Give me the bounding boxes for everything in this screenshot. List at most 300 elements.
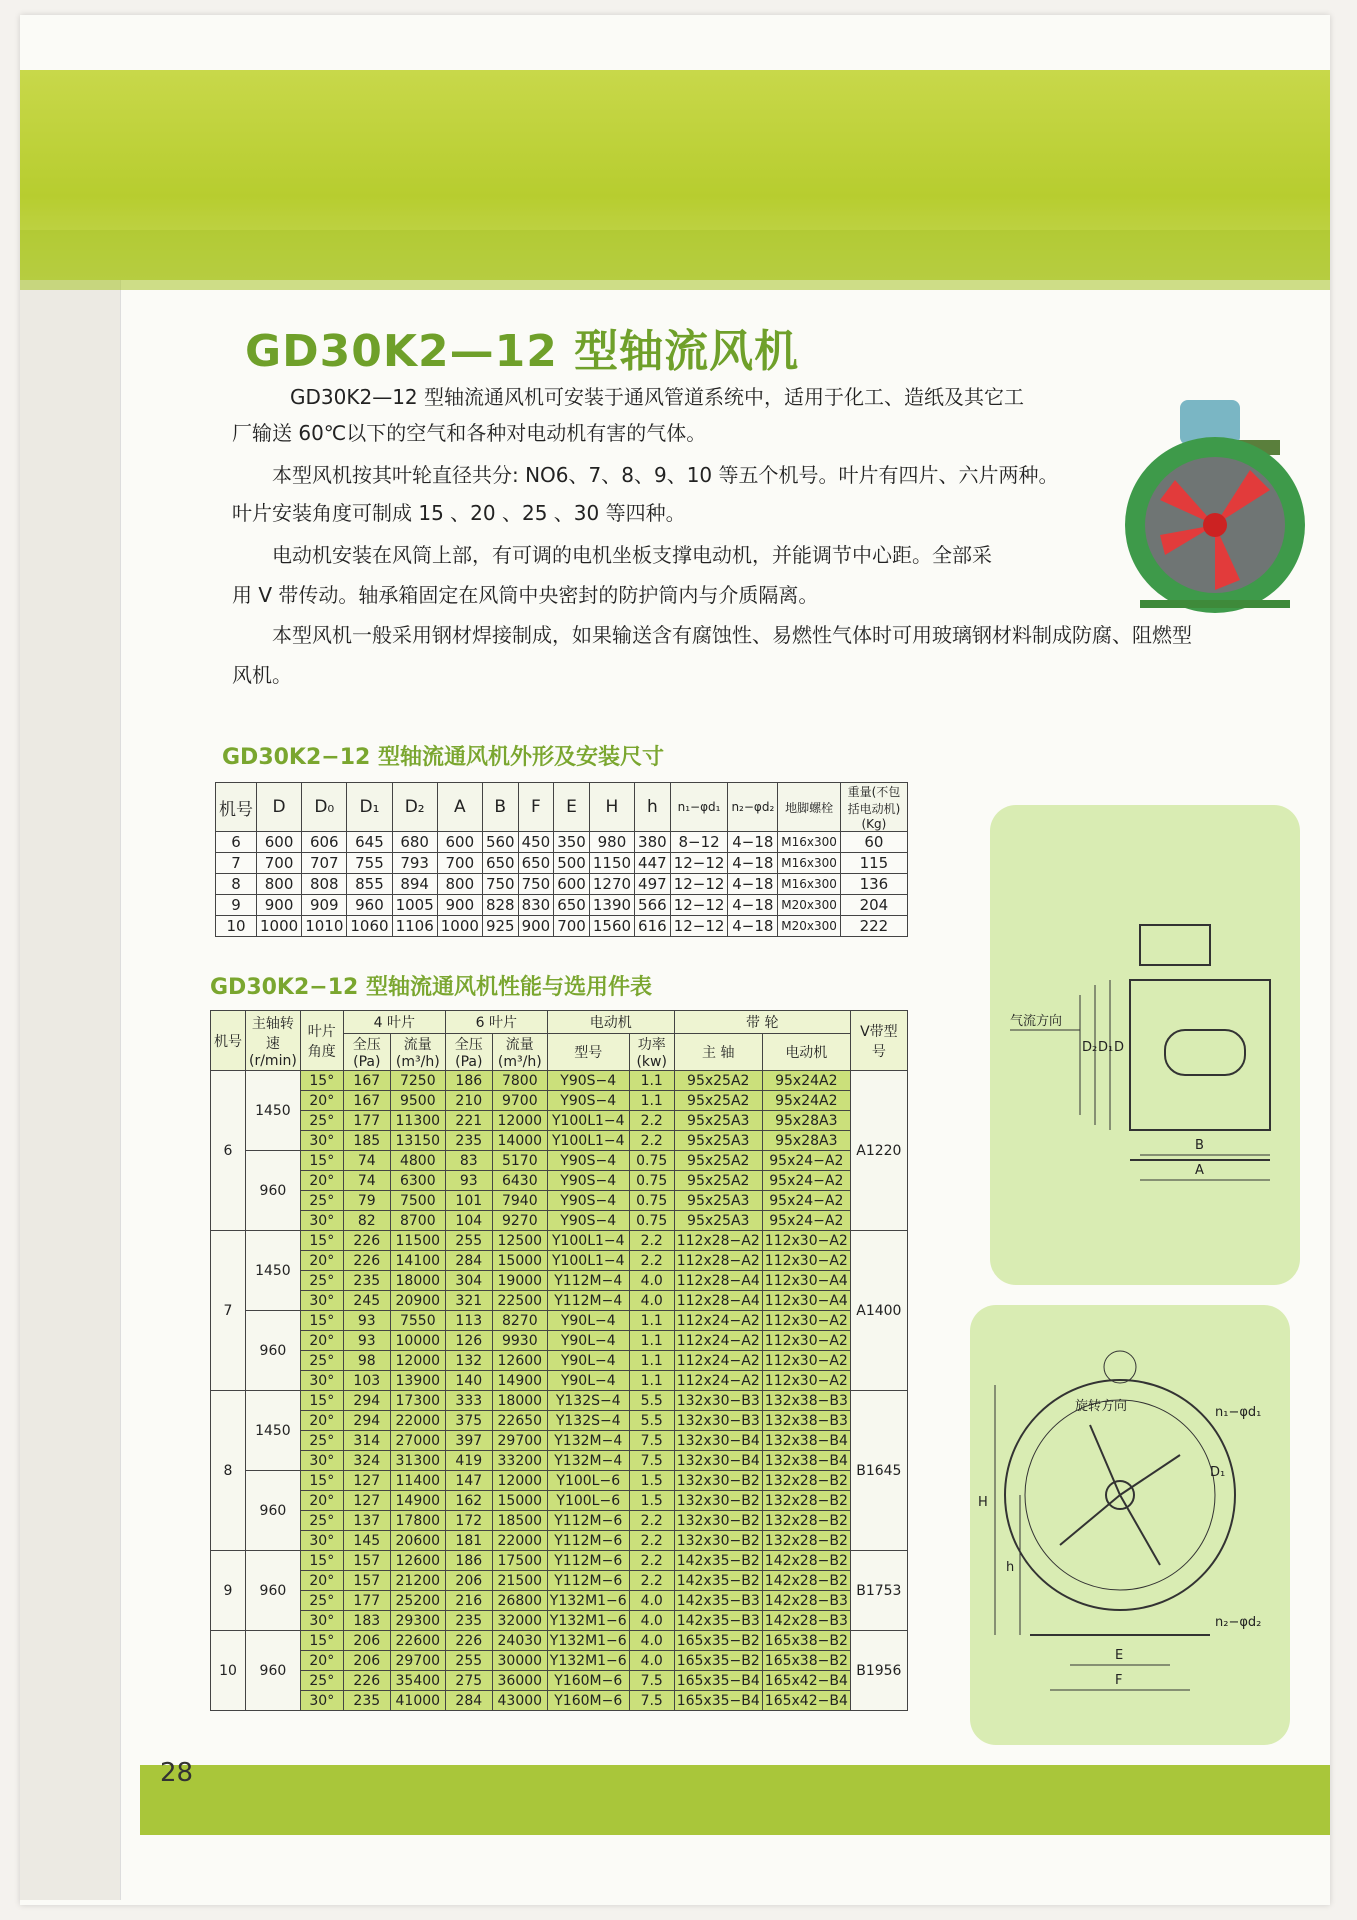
perf-cell: 104 [445, 1211, 492, 1231]
perf-cell: 4.0 [629, 1631, 674, 1651]
intro-line-7: 本型风机一般采用钢材焊接制成，如果输送含有腐蚀性、易燃性气体时可用玻璃钢材料制成防腐、阻燃型 [272, 623, 1192, 647]
perf-cell: 9930 [492, 1331, 547, 1351]
perf-cell: 31300 [390, 1451, 445, 1471]
col-motor-power: 功率(kw) [629, 1034, 674, 1071]
perf-cell: 127 [343, 1491, 390, 1511]
perf-cell: Y112M−4 [547, 1271, 629, 1291]
col-six-blade: 6 叶片 [445, 1011, 547, 1034]
perf-cell: 112x28−A4 [674, 1291, 762, 1311]
perf-cell: 206 [343, 1631, 390, 1651]
perf-speed: 1450 [246, 1231, 301, 1311]
perf-cell: 36000 [492, 1671, 547, 1691]
perf-cell: 17800 [390, 1511, 445, 1531]
dim-cell: 12−12 [670, 853, 728, 874]
dim-cell: 600 [257, 832, 302, 853]
perf-cell: 145 [343, 1531, 390, 1551]
perf-cell: 147 [445, 1471, 492, 1491]
perf-cell: 15° [300, 1151, 343, 1171]
dim-header-2: D₀ [302, 783, 347, 832]
perf-cell: 294 [343, 1411, 390, 1431]
perf-cell: 29300 [390, 1611, 445, 1631]
dim-cell: 707 [302, 853, 347, 874]
perf-cell: 25200 [390, 1591, 445, 1611]
dim-cell: 650 [482, 853, 518, 874]
perf-cell: 226 [343, 1231, 390, 1251]
perf-cell: 165x35−B4 [674, 1691, 762, 1711]
perf-cell: 95x25A2 [674, 1091, 762, 1111]
perf-cell: 17500 [492, 1551, 547, 1571]
perf-cell: 0.75 [629, 1191, 674, 1211]
dim-header-7: F [518, 783, 554, 832]
perf-cell: 95x28A3 [762, 1111, 850, 1131]
fan-photo [1120, 400, 1330, 620]
dim-cell: 4−18 [728, 832, 778, 853]
perf-cell: 12000 [492, 1111, 547, 1131]
perf-cell: 255 [445, 1651, 492, 1671]
perf-cell: 6300 [390, 1171, 445, 1191]
dim-cell: 700 [554, 916, 590, 937]
col-flow-4: 流量(m³/h) [390, 1034, 445, 1071]
perf-cell: 1.1 [629, 1371, 674, 1391]
perf-cell: 20° [300, 1651, 343, 1671]
perf-cell: 95x25A3 [674, 1111, 762, 1131]
col-four-blade: 4 叶片 [343, 1011, 445, 1034]
perf-cell: 82 [343, 1211, 390, 1231]
perf-cell: Y132M−4 [547, 1451, 629, 1471]
perf-cell: 25° [300, 1351, 343, 1371]
perf-cell: Y132M−4 [547, 1431, 629, 1451]
perf-row [211, 1491, 908, 1511]
col-angle: 叶片角度 [300, 1011, 343, 1071]
perf-cell: 2.2 [629, 1131, 674, 1151]
perf-cell: 1.5 [629, 1491, 674, 1511]
perf-speed: 960 [246, 1631, 301, 1711]
perf-row [211, 1071, 908, 1091]
perf-cell: 4.0 [629, 1591, 674, 1611]
perf-cell: 30° [300, 1291, 343, 1311]
perf-row [211, 1151, 908, 1171]
perf-cell: 4.0 [629, 1291, 674, 1311]
dim-cell: 900 [518, 916, 554, 937]
perf-cell: 41000 [390, 1691, 445, 1711]
perf-cell: Y132M1−6 [547, 1631, 629, 1651]
perf-cell: Y112M−6 [547, 1531, 629, 1551]
intro-line-5: 电动机安装在风筒上部，有可调的电机坐板支撑电动机，并能调节中心距。全部采 [272, 543, 992, 567]
dim-header-6: B [482, 783, 518, 832]
dimension-table-title: GD30K2−12 型轴流通风机外形及安装尺寸 [222, 745, 664, 770]
perf-cell: 14100 [390, 1251, 445, 1271]
perf-cell: 15000 [492, 1251, 547, 1271]
perf-cell: Y132M1−6 [547, 1591, 629, 1611]
perf-row [211, 1511, 908, 1531]
perf-cell: 235 [343, 1271, 390, 1291]
perf-cell: 4.0 [629, 1271, 674, 1291]
n2-label: n₂−φd₂ [1215, 1615, 1262, 1630]
dim-header-8: E [554, 783, 590, 832]
perf-cell: Y100L1−4 [547, 1111, 629, 1131]
dim-cell: 497 [635, 874, 671, 895]
perf-row [211, 1171, 908, 1191]
dim-cell: 900 [257, 895, 302, 916]
dim-cell: 222 [840, 916, 907, 937]
perf-cell: 12000 [390, 1351, 445, 1371]
perf-cell: Y112M−4 [547, 1291, 629, 1311]
dim-cell: 960 [347, 895, 392, 916]
perf-cell: 79 [343, 1191, 390, 1211]
dim-cell: 4−18 [728, 895, 778, 916]
perf-row [211, 1251, 908, 1271]
dim-cell: 6 [216, 832, 257, 853]
dim-cell: 8−12 [670, 832, 728, 853]
dim-cell: 755 [347, 853, 392, 874]
perf-cell: 25° [300, 1191, 343, 1211]
dim-cell: 645 [347, 832, 392, 853]
dim-cell: 1005 [392, 895, 437, 916]
perf-cell: 2.2 [629, 1251, 674, 1271]
dim-cell: 830 [518, 895, 554, 916]
col-motor: 电动机 [547, 1011, 674, 1034]
perf-cell: 112x30−A2 [762, 1231, 850, 1251]
perf-cell: 165x38−B2 [762, 1651, 850, 1671]
perf-cell: 226 [343, 1671, 390, 1691]
perf-row [211, 1411, 908, 1431]
perf-cell: 14900 [492, 1371, 547, 1391]
intro-line-3: 本型风机按其叶轮直径共分: NO6、7、8、9、10 等五个机号。叶片有四片、六片两种。 [272, 463, 1059, 487]
perf-cell: 93 [445, 1171, 492, 1191]
perf-cell: 2.2 [629, 1551, 674, 1571]
perf-cell: 165x42−B4 [762, 1671, 850, 1691]
perf-cell: 142x28−B2 [762, 1571, 850, 1591]
perf-cell: Y100L−6 [547, 1471, 629, 1491]
dim-cell: 136 [840, 874, 907, 895]
perf-cell: 112x30−A4 [762, 1271, 850, 1291]
dim-header-9: H [589, 783, 634, 832]
dim-cell: 909 [302, 895, 347, 916]
dim-cell: 1270 [589, 874, 634, 895]
perf-cell: 30° [300, 1131, 343, 1151]
perf-speed: 1450 [246, 1391, 301, 1471]
perf-cell: 112x30−A2 [762, 1311, 850, 1331]
perf-cell: 221 [445, 1111, 492, 1131]
dim-cell: 1060 [347, 916, 392, 937]
perf-cell: 132x28−B2 [762, 1471, 850, 1491]
perf-cell: 132x30−B2 [674, 1531, 762, 1551]
dim-row [216, 895, 908, 916]
perf-cell: 172 [445, 1511, 492, 1531]
intro-line-1: GD30K2—12 型轴流通风机可安装于通风管道系统中，适用于化工、造纸及其它工 [290, 385, 1024, 409]
perf-cell: Y90S−4 [547, 1151, 629, 1171]
perf-row [211, 1091, 908, 1111]
perf-cell: 15° [300, 1231, 343, 1251]
perf-cell: 132x30−B2 [674, 1491, 762, 1511]
dim-header-12: n₂−φd₂ [728, 783, 778, 832]
perf-cell: 95x25A3 [674, 1131, 762, 1151]
perf-cell: 5170 [492, 1151, 547, 1171]
header-band-shade [20, 230, 1330, 290]
performance-table-title: GD30K2−12 型轴流通风机性能与选用件表 [210, 975, 652, 1000]
perf-cell: 226 [343, 1251, 390, 1271]
dim-cell: 9 [216, 895, 257, 916]
perf-cell: 245 [343, 1291, 390, 1311]
dim-cell: 1010 [302, 916, 347, 937]
perf-cell: 20° [300, 1171, 343, 1191]
perf-cell: 165x38−B2 [762, 1631, 850, 1651]
perf-cell: 30° [300, 1371, 343, 1391]
perf-speed: 1450 [246, 1071, 301, 1151]
perf-cell: 18500 [492, 1511, 547, 1531]
dim-cell: 925 [482, 916, 518, 937]
perf-cell: Y90L−4 [547, 1311, 629, 1331]
dim-cell: 650 [518, 853, 554, 874]
perf-cell: Y90S−4 [547, 1191, 629, 1211]
perf-cell: 12600 [390, 1551, 445, 1571]
perf-cell: 2.2 [629, 1231, 674, 1251]
perf-cell: 17300 [390, 1391, 445, 1411]
perf-cell: 127 [343, 1471, 390, 1491]
dim-header-13: 地脚螺栓 [778, 783, 841, 832]
perf-row [211, 1531, 908, 1551]
perf-cell: 12600 [492, 1351, 547, 1371]
col-no: 机号 [211, 1011, 246, 1071]
dim-cell: 1390 [589, 895, 634, 916]
perf-cell: 165x35−B2 [674, 1651, 762, 1671]
dim-header-5: A [437, 783, 482, 832]
perf-cell: 26800 [492, 1591, 547, 1611]
perf-cell: 6430 [492, 1171, 547, 1191]
perf-cell: Y90L−4 [547, 1351, 629, 1371]
d-label: D [1114, 1040, 1125, 1055]
dim-cell: 115 [840, 853, 907, 874]
perf-cell: 142x35−B2 [674, 1571, 762, 1591]
dim-cell: 450 [518, 832, 554, 853]
perf-cell: 43000 [492, 1691, 547, 1711]
dim-row [216, 874, 908, 895]
b-label: B [1195, 1138, 1204, 1153]
perf-cell: 25° [300, 1671, 343, 1691]
perf-row [211, 1571, 908, 1591]
dim-cell: 650 [554, 895, 590, 916]
perf-cell: 9700 [492, 1091, 547, 1111]
dim-cell: 750 [518, 874, 554, 895]
perf-cell: 167 [343, 1071, 390, 1091]
perf-cell: Y90S−4 [547, 1171, 629, 1191]
perf-cell: 7500 [390, 1191, 445, 1211]
dim-cell: 12−12 [670, 874, 728, 895]
dim-cell: 12−12 [670, 916, 728, 937]
perf-cell: 284 [445, 1691, 492, 1711]
perf-cell: 185 [343, 1131, 390, 1151]
perf-cell: 226 [445, 1631, 492, 1651]
f-label: F [1115, 1673, 1123, 1688]
perf-cell: Y160M−6 [547, 1691, 629, 1711]
perf-cell: 11500 [390, 1231, 445, 1251]
perf-cell: 132x30−B4 [674, 1451, 762, 1471]
perf-cell: Y160M−6 [547, 1671, 629, 1691]
dim-cell: 1000 [437, 916, 482, 937]
perf-cell: Y90S−4 [547, 1091, 629, 1111]
perf-cell: Y132M1−6 [547, 1651, 629, 1671]
perf-cell: 132x38−B4 [762, 1431, 850, 1451]
h-lower-label: h [1006, 1560, 1015, 1575]
perf-machine-no: 7 [211, 1231, 246, 1391]
perf-cell: 95x24−A2 [762, 1211, 850, 1231]
perf-cell: 22000 [492, 1531, 547, 1551]
perf-cell: 20° [300, 1251, 343, 1271]
perf-row [211, 1651, 908, 1671]
dim-header-10: h [635, 783, 671, 832]
dim-cell: 680 [392, 832, 437, 853]
perf-cell: Y132M1−6 [547, 1611, 629, 1631]
perf-cell: 95x28A3 [762, 1131, 850, 1151]
front-view-drawing [970, 1305, 1290, 1745]
perf-cell: 132x30−B2 [674, 1471, 762, 1491]
perf-cell: 4.0 [629, 1651, 674, 1671]
perf-cell: 1.1 [629, 1331, 674, 1351]
dim-header-1: D [257, 783, 302, 832]
dim-cell: 900 [437, 895, 482, 916]
dim-cell: 606 [302, 832, 347, 853]
perf-cell: 1.1 [629, 1071, 674, 1091]
perf-row [211, 1631, 908, 1651]
dim-cell: 1150 [589, 853, 634, 874]
perf-row [211, 1331, 908, 1351]
perf-cell: 30000 [492, 1651, 547, 1671]
perf-cell: Y100L−6 [547, 1491, 629, 1511]
perf-cell: Y100L1−4 [547, 1231, 629, 1251]
n1-label: n₁−φd₁ [1215, 1405, 1262, 1420]
perf-cell: 2.2 [629, 1571, 674, 1591]
perf-row [211, 1351, 908, 1371]
perf-cell: 20900 [390, 1291, 445, 1311]
page-title: GD30K2—12 型轴流风机 [245, 326, 800, 377]
perf-cell: 9270 [492, 1211, 547, 1231]
perf-cell: 15° [300, 1311, 343, 1331]
performance-table [210, 1010, 908, 1711]
dim-cell: 10 [216, 916, 257, 937]
perf-cell: 112x28−A4 [674, 1271, 762, 1291]
perf-row [211, 1671, 908, 1691]
dim-cell: 7 [216, 853, 257, 874]
dim-cell: 560 [482, 832, 518, 853]
a-label: A [1195, 1163, 1204, 1178]
dim-cell: 350 [554, 832, 590, 853]
perf-cell: 157 [343, 1571, 390, 1591]
perf-cell: 112x24−A2 [674, 1311, 762, 1331]
perf-row [211, 1691, 908, 1711]
perf-cell: 235 [343, 1691, 390, 1711]
perf-cell: 142x28−B2 [762, 1551, 850, 1571]
perf-cell: 18000 [492, 1391, 547, 1411]
perf-cell: 7.5 [629, 1451, 674, 1471]
perf-cell: 25° [300, 1111, 343, 1131]
perf-cell: 74 [343, 1151, 390, 1171]
dim-cell: 750 [482, 874, 518, 895]
perf-cell: 284 [445, 1251, 492, 1271]
perf-cell: 25° [300, 1271, 343, 1291]
perf-cell: 397 [445, 1431, 492, 1451]
dim-cell: M16x300 [778, 832, 841, 853]
rotation-label: 旋转方向 [1075, 1399, 1128, 1414]
perf-cell: Y132S−4 [547, 1411, 629, 1431]
perf-vbelt: B1645 [850, 1391, 907, 1551]
col-motor-pulley: 电动机 [762, 1034, 850, 1071]
perf-cell: 112x24−A2 [674, 1371, 762, 1391]
dim-cell: M20x300 [778, 916, 841, 937]
col-motor-model: 型号 [547, 1034, 629, 1071]
perf-cell: 15° [300, 1471, 343, 1491]
perf-cell: 25° [300, 1511, 343, 1531]
perf-row [211, 1551, 908, 1571]
perf-cell: 32000 [492, 1611, 547, 1631]
perf-cell: 35400 [390, 1671, 445, 1691]
perf-cell: 101 [445, 1191, 492, 1211]
dim-cell: 800 [437, 874, 482, 895]
perf-cell: 132x28−B2 [762, 1491, 850, 1511]
perf-cell: 24030 [492, 1631, 547, 1651]
perf-cell: 294 [343, 1391, 390, 1411]
footer-band [140, 1765, 1330, 1835]
perf-cell: 132 [445, 1351, 492, 1371]
perf-cell: 14000 [492, 1131, 547, 1151]
perf-cell: 33200 [492, 1451, 547, 1471]
dim-cell: M16x300 [778, 874, 841, 895]
dim-cell: 566 [635, 895, 671, 916]
perf-cell: 95x25A2 [674, 1151, 762, 1171]
perf-cell: 275 [445, 1671, 492, 1691]
perf-cell: 112x28−A2 [674, 1251, 762, 1271]
perf-cell: 1.1 [629, 1351, 674, 1371]
perf-cell: 74 [343, 1171, 390, 1191]
perf-cell: 183 [343, 1611, 390, 1631]
dim-cell: 1106 [392, 916, 437, 937]
perf-row [211, 1291, 908, 1311]
perf-cell: 18000 [390, 1271, 445, 1291]
perf-cell: 177 [343, 1111, 390, 1131]
dim-row [216, 916, 908, 937]
perf-cell: 22650 [492, 1411, 547, 1431]
perf-cell: 30° [300, 1691, 343, 1711]
left-page-strip [20, 70, 121, 1900]
dim-cell: M20x300 [778, 895, 841, 916]
intro-line-2: 厂输送 60℃以下的空气和各种对电动机有害的气体。 [232, 421, 707, 445]
perf-cell: 15° [300, 1631, 343, 1651]
dim-cell: 894 [392, 874, 437, 895]
perf-cell: 324 [343, 1451, 390, 1471]
perf-cell: 20° [300, 1571, 343, 1591]
perf-cell: 22000 [390, 1411, 445, 1431]
dim-cell: 60 [840, 832, 907, 853]
perf-cell: 13150 [390, 1131, 445, 1151]
col-pressure-6: 全压(Pa) [445, 1034, 492, 1071]
side-view-diagram [990, 805, 1300, 1285]
perf-cell: 25° [300, 1591, 343, 1611]
perf-cell: 21200 [390, 1571, 445, 1591]
perf-cell: 186 [445, 1071, 492, 1091]
perf-cell: Y100L1−4 [547, 1131, 629, 1151]
perf-cell: 15° [300, 1071, 343, 1091]
perf-row [211, 1131, 908, 1151]
dim-header-11: n₁−φd₁ [670, 783, 728, 832]
perf-cell: 0.75 [629, 1211, 674, 1231]
perf-cell: Y90S−4 [547, 1071, 629, 1091]
perf-cell: 132x28−B2 [762, 1511, 850, 1531]
perf-cell: 13900 [390, 1371, 445, 1391]
perf-cell: 95x24−A2 [762, 1191, 850, 1211]
dim-cell: 204 [840, 895, 907, 916]
perf-cell: 1.1 [629, 1091, 674, 1111]
dim-header-14: 重量(不包括电动机)(Kg) [840, 783, 907, 832]
perf-cell: 186 [445, 1551, 492, 1571]
